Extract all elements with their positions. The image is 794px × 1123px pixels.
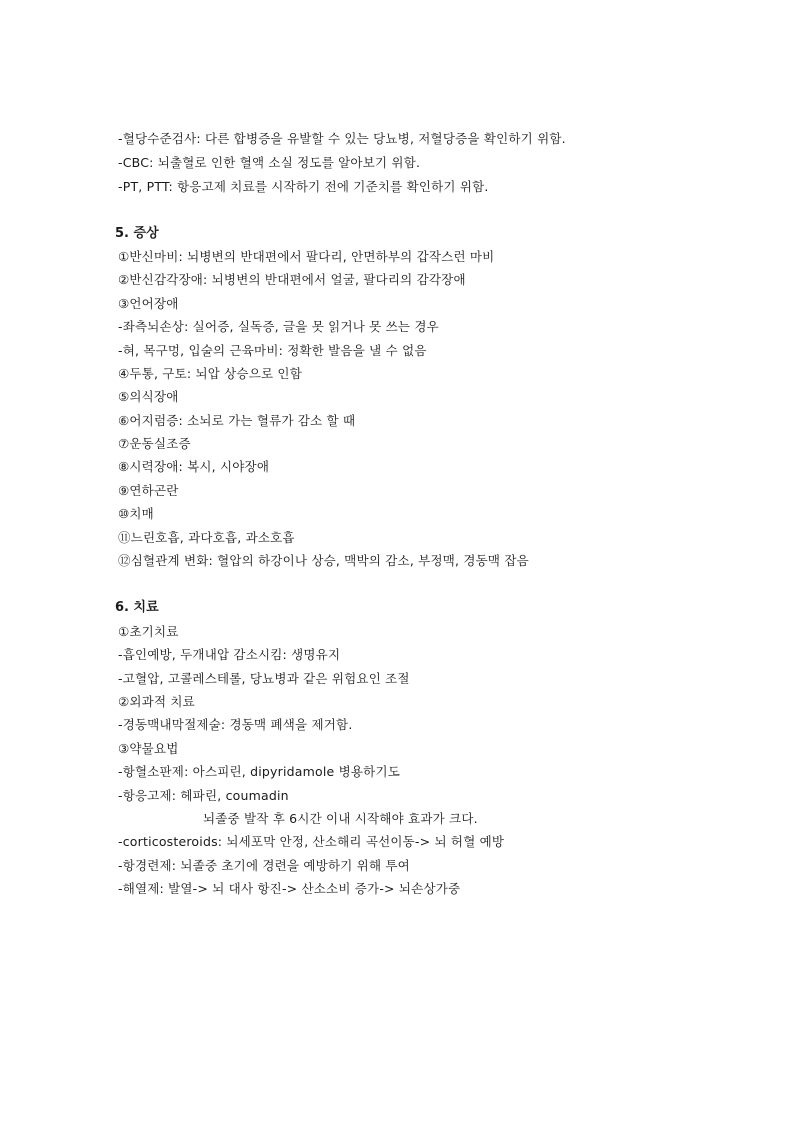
treatment-line: -흡인예방, 두개내압 감소시킴: 생명유지 xyxy=(118,647,341,662)
section-heading-symptoms: 5. 증상 xyxy=(115,226,159,241)
treatment-line: ①초기치료 xyxy=(118,624,179,639)
symptom-line: ⑩치매 xyxy=(118,506,154,521)
treatment-line: -항응고제: 헤파린, coumadin xyxy=(118,788,289,803)
symptom-line: ②반신감각장애: 뇌병변의 반대편에서 얼굴, 팔다리의 감각장애 xyxy=(118,272,466,287)
intro-line-blood-sugar: -혈당수준검사: 다른 합병증을 유발할 수 있는 당뇨병, 저혈당증을 확인하기 위함. xyxy=(118,131,566,146)
symptom-line: ⑫심혈관계 변화: 혈압의 하강이나 상승, 맥박의 감소, 부정맥, 경동맥 잡음 xyxy=(118,553,529,568)
symptom-line: ⑨연하곤란 xyxy=(118,483,179,498)
symptom-line: ⑦운동실조증 xyxy=(118,436,191,451)
treatment-line: -경동맥내막절제술: 경동맥 폐색을 제거함. xyxy=(118,717,353,732)
intro-line-pt-ptt: -PT, PTT: 항응고제 치료를 시작하기 전에 기준치를 확인하기 위함. xyxy=(118,179,489,194)
symptom-line: ⑧시력장애: 복시, 시야장애 xyxy=(118,459,270,474)
treatment-line: -corticosteroids: 뇌세포막 안정, 산소해리 곡선이동-> 뇌 허혈 예방 xyxy=(118,834,505,849)
symptom-line: ⑪느린호흡, 과다호흡, 과소호흡 xyxy=(118,530,295,545)
treatment-line-indented: 뇌졸중 발작 후 6시간 이내 시작해야 효과가 크다. xyxy=(203,811,478,826)
symptom-line: ⑤의식장애 xyxy=(118,389,179,404)
intro-line-cbc: -CBC: 뇌출혈로 인한 혈액 소실 정도를 알아보기 위함. xyxy=(118,155,421,170)
symptom-line: ④두통, 구토: 뇌압 상승으로 인함 xyxy=(118,366,302,381)
treatment-line: ③약물요법 xyxy=(118,741,179,756)
treatment-line: -고혈압, 고콜레스테롤, 당뇨병과 같은 위험요인 조절 xyxy=(118,671,410,686)
symptom-line: -혀, 목구멍, 입술의 근육마비: 정확한 발음을 낼 수 없음 xyxy=(118,343,427,358)
symptom-line: ③언어장애 xyxy=(118,296,179,311)
treatment-line: ②외과적 치료 xyxy=(118,694,195,709)
section-heading-treatment: 6. 치료 xyxy=(115,600,159,615)
treatment-line: -항혈소판제: 아스피린, dipyridamole 병용하기도 xyxy=(118,764,400,779)
symptom-line: -좌측뇌손상: 실어증, 실독증, 글을 못 읽거나 못 쓰는 경우 xyxy=(118,319,439,334)
symptom-line: ⑥어지럼증: 소뇌로 가는 혈류가 감소 할 때 xyxy=(118,413,356,428)
symptom-line: ①반신마비: 뇌병변의 반대편에서 팔다리, 안면하부의 갑작스런 마비 xyxy=(118,249,495,264)
treatment-line: -해열제: 발열-> 뇌 대사 항진-> 산소소비 증가-> 뇌손상가중 xyxy=(118,881,461,896)
treatment-line: -항경련제: 뇌졸중 초기에 경련을 예방하기 위해 투여 xyxy=(118,858,410,873)
